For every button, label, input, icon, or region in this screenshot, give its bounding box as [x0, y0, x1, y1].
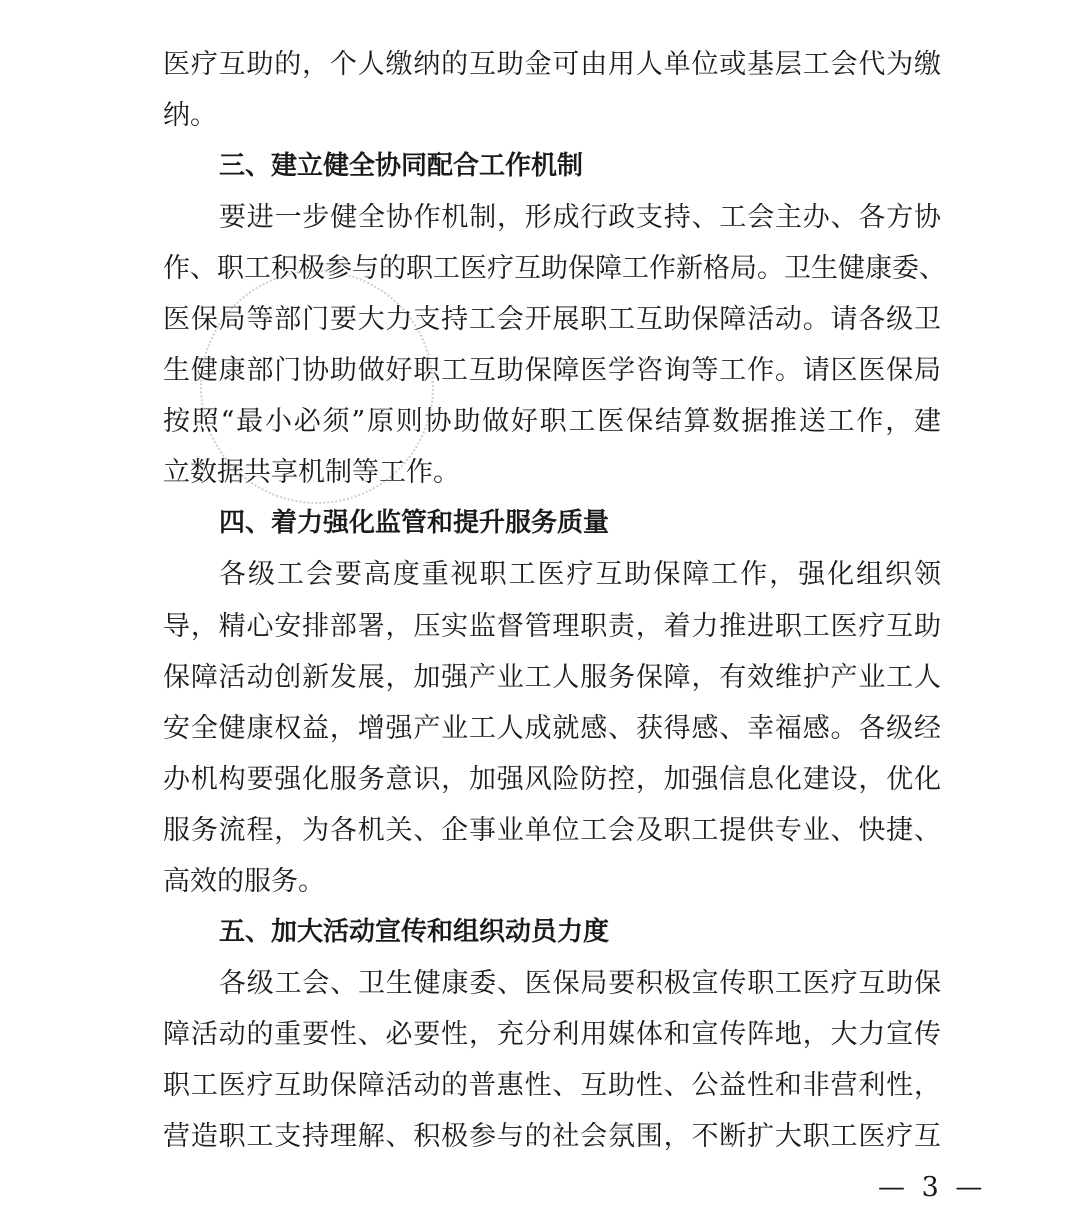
text-line: 医保局等部门要大力支持工会开展职工互助保障活动。请各级卫 — [163, 304, 941, 336]
section-heading: 三、建立健全协同配合工作机制 — [219, 151, 584, 182]
document-body — [163, 39, 946, 1162]
text-line: 高效的服务。 — [163, 865, 325, 897]
text-line: 安全健康权益，增强产业工人成就感、获得感、幸福感。各级经 — [163, 712, 941, 744]
text-line: 按照“最小必须”原则协助做好职工医保结算数据推送工作，建 — [163, 406, 941, 438]
text-line: 保障活动创新发展，加强产业工人服务保障，有效维护产业工人 — [163, 661, 941, 693]
text-line: 各级工会要高度重视职工医疗互助保障工作，强化组织领 — [219, 559, 941, 591]
section-heading: 五、加大活动宣传和组织动员力度 — [219, 916, 610, 947]
text-line: 立数据共享机制等工作。 — [163, 457, 460, 489]
text-line: 各级工会、卫生健康委、医保局要积极宣传职工医疗互助保 — [219, 967, 941, 999]
text-line: 办机构要强化服务意识，加强风险防控，加强信息化建设，优化 — [163, 763, 941, 795]
text-line: 要进一步健全协作机制，形成行政支持、工会主办、各方协 — [219, 202, 941, 234]
text-line: 作、职工积极参与的职工医疗互助保障工作新格局。卫生健康委、 — [163, 253, 946, 285]
text-line: 营造职工支持理解、积极参与的社会氛围，不断扩大职工医疗互 — [163, 1120, 941, 1152]
text-line: 医疗互助的，个人缴纳的互助金可由用人单位或基层工会代为缴 — [163, 49, 941, 80]
text-line: 生健康部门协助做好职工互助保障医学咨询等工作。请区医保局 — [163, 355, 941, 387]
text-line: 服务流程，为各机关、企事业单位工会及职工提供专业、快捷、 — [163, 814, 941, 846]
text-line: 纳。 — [163, 100, 217, 132]
page-number: — 3 — — [878, 1172, 987, 1203]
section-heading: 四、着力强化监管和提升服务质量 — [219, 508, 610, 539]
text-line: 职工医疗互助保障活动的普惠性、互助性、公益性和非营利性， — [163, 1069, 941, 1101]
text-line: 障活动的重要性、必要性，充分利用媒体和宣传阵地，大力宣传 — [163, 1018, 941, 1050]
text-line: 导，精心安排部署，压实监督管理职责，着力推进职工医疗互助 — [163, 610, 941, 642]
